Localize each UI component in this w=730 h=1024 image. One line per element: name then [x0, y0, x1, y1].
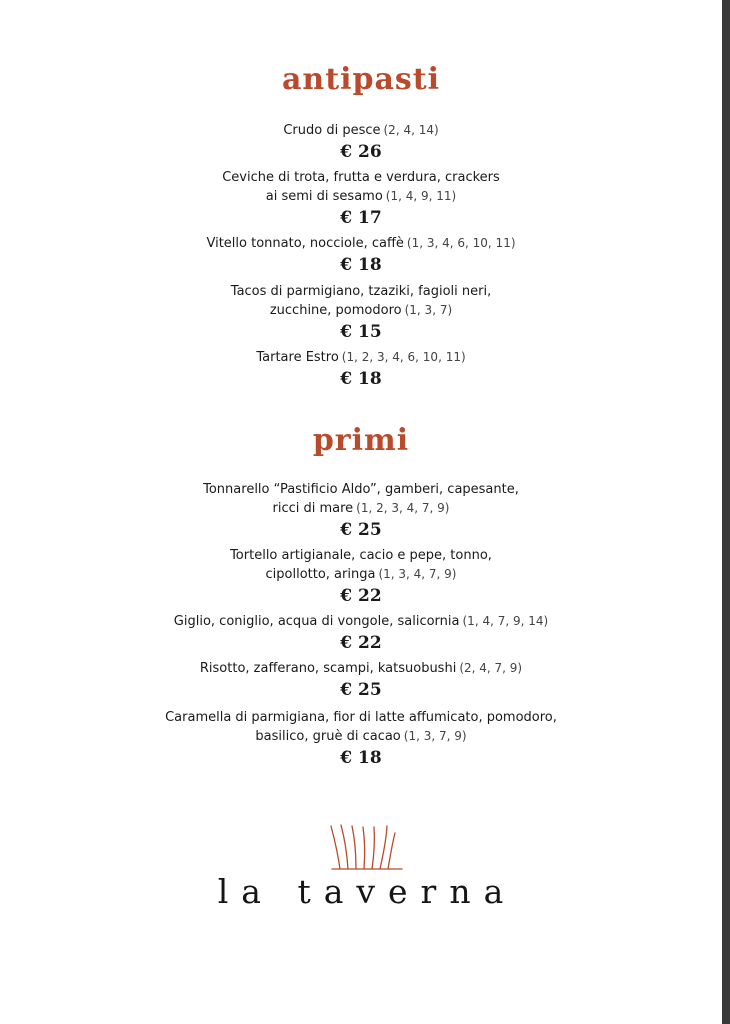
- item-price: € 22: [340, 586, 382, 606]
- menu-item: [0, 659, 722, 678]
- item-price: € 17: [340, 208, 382, 228]
- item-name: Vitello tonnato, nocciole, caffè: [206, 236, 404, 251]
- item-name-cont: cipollotto, aringa: [265, 567, 376, 582]
- item-name: Tonnarello “Pastificio Aldo”, gamberi, capesante,: [203, 482, 519, 497]
- item-allergens: (2, 4, 7, 9): [459, 661, 523, 675]
- item-name: Crudo di pesce: [283, 123, 381, 138]
- item-name: Caramella di parmigiana, fior di latte affumicato, pomodoro,: [165, 710, 557, 725]
- item-name-cont: ai semi di sesamo: [265, 189, 383, 204]
- item-allergens: (1, 3, 4, 7, 9): [378, 567, 457, 581]
- item-name: Giglio, coniglio, acqua di vongole, salicornia: [173, 614, 460, 629]
- page-edge: [722, 0, 730, 1024]
- menu-item: [0, 121, 722, 140]
- item-name: Risotto, zafferano, scampi, katsuobushi: [199, 661, 457, 676]
- menu-item: [0, 612, 722, 631]
- item-allergens: (2, 4, 14): [383, 123, 439, 137]
- item-name-cont: basilico, gruè di cacao: [255, 729, 401, 744]
- menu-item: [0, 282, 722, 320]
- menu-item: [0, 168, 722, 206]
- item-allergens: (1, 2, 3, 4, 6, 10, 11): [341, 350, 466, 364]
- item-allergens: (1, 4, 9, 11): [385, 189, 457, 203]
- wheat-logo-icon: [328, 823, 408, 873]
- item-allergens: (1, 3, 7, 9): [403, 729, 467, 743]
- menu-item: [0, 234, 722, 253]
- item-name: Tacos di parmigiano, tzaziki, fagioli neri,: [230, 284, 492, 299]
- menu-item: [0, 708, 722, 746]
- menu-item: [0, 480, 722, 518]
- item-price: € 18: [340, 748, 382, 768]
- item-price: € 26: [340, 142, 382, 162]
- item-name: Ceviche di trota, frutta e verdura, crackers: [222, 170, 500, 185]
- item-price: € 25: [340, 520, 382, 540]
- item-price: € 22: [340, 633, 382, 653]
- item-name-cont: zucchine, pomodoro: [269, 303, 402, 318]
- item-price: € 25: [340, 680, 382, 700]
- brand-name: la taverna: [217, 872, 517, 911]
- section-title-primi: primi: [312, 423, 410, 458]
- menu-item: [0, 348, 722, 367]
- item-name-cont: ricci di mare: [272, 501, 354, 516]
- item-price: € 18: [340, 255, 382, 275]
- section-title-antipasti: antipasti: [281, 62, 441, 97]
- item-allergens: (1, 2, 3, 4, 7, 9): [356, 501, 450, 515]
- item-allergens: (1, 3, 4, 6, 10, 11): [406, 236, 516, 250]
- item-price: € 15: [340, 322, 382, 342]
- item-price: € 18: [340, 369, 382, 389]
- item-allergens: (1, 4, 7, 9, 14): [462, 614, 549, 628]
- menu-item: [0, 546, 722, 584]
- item-allergens: (1, 3, 7): [404, 303, 453, 317]
- item-name: Tartare Estro: [256, 350, 339, 365]
- item-name: Tortello artigianale, cacio e pepe, tonno,: [230, 548, 492, 563]
